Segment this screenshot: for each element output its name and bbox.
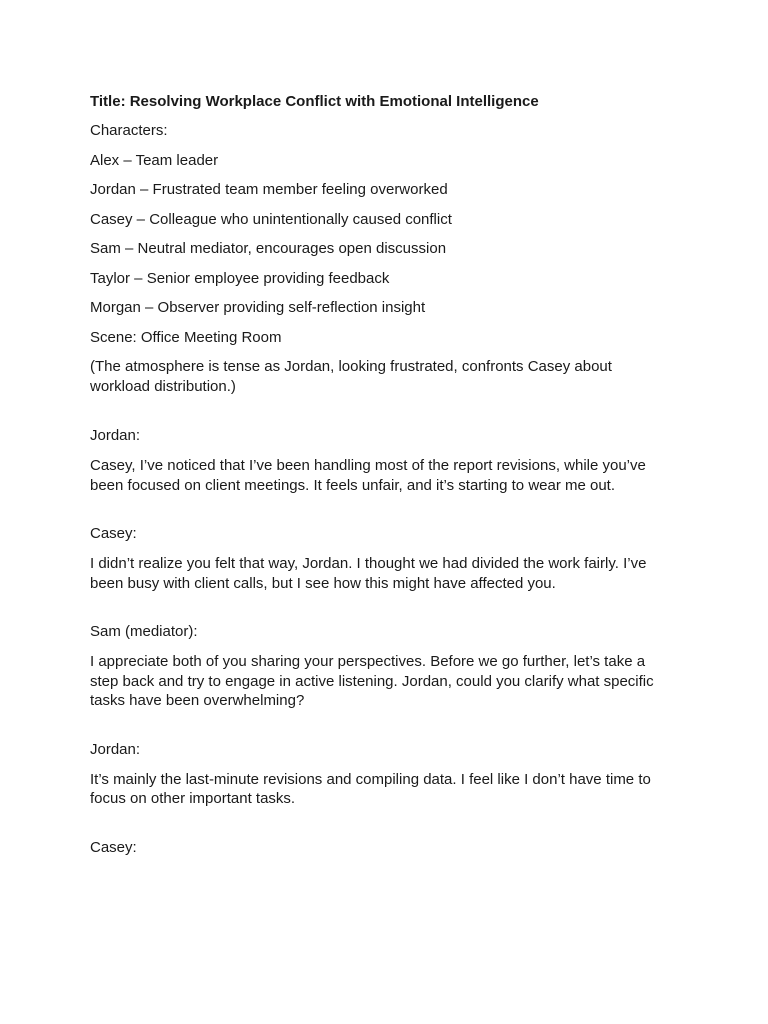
speaker-name: Sam (mediator): <box>90 623 198 640</box>
character-entry: Sam – Neutral mediator, encourages open discussion <box>90 240 447 257</box>
speech-text: Casey, I’ve noticed that I’ve been handling most of the report revisions, while you’ve been focused on client meetings. It feels unfair, and it’s starting to wear me out. <box>90 457 646 494</box>
stage-direction: (The atmosphere is tense as Jordan, looking frustrated, confronts Casey about workload distribution.) <box>90 358 612 395</box>
character-entry: Alex – Team leader <box>90 151 219 169</box>
speech-text: It’s mainly the last-minute revisions and compiling data. I feel like I don’t have time to focus on other important tasks. <box>90 770 651 807</box>
speaker-name: Casey: <box>90 525 137 542</box>
speaker-name: Jordan: <box>90 427 141 444</box>
character-entry: Casey – Colleague who unintentionally caused conflict <box>90 210 452 228</box>
speech-text: I appreciate both of you sharing your perspectives. Before we go further, let’s take a step back and try to engage in active listening. Jordan, could you clarify what specific tasks have been overwhelming? <box>90 653 654 709</box>
dialogue-block <box>90 524 670 593</box>
character-entry: Morgan – Observer providing self-reflection insight <box>90 299 426 316</box>
document-body <box>90 92 670 868</box>
speaker-name: Jordan: <box>90 740 141 758</box>
scene-heading: Scene: Office Meeting Room <box>90 328 282 346</box>
characters-heading: Characters: <box>90 122 168 139</box>
dialogue-block <box>90 426 670 495</box>
speaker-name: Casey: <box>90 838 137 856</box>
character-entry: Taylor – Senior employee providing feedback <box>90 269 390 287</box>
character-entry: Jordan – Frustrated team member feeling overworked <box>90 181 448 198</box>
dialogue-block <box>90 740 670 809</box>
speech-text: I didn’t realize you felt that way, Jordan. I thought we had divided the work fairly. I’ve been busy with client calls, but I see how this might have affected you. <box>90 555 647 592</box>
dialogue-block <box>90 622 670 711</box>
dialogue-block <box>90 838 670 858</box>
document-title: Title: Resolving Workplace Conflict with Emotional Intelligence <box>90 93 539 110</box>
